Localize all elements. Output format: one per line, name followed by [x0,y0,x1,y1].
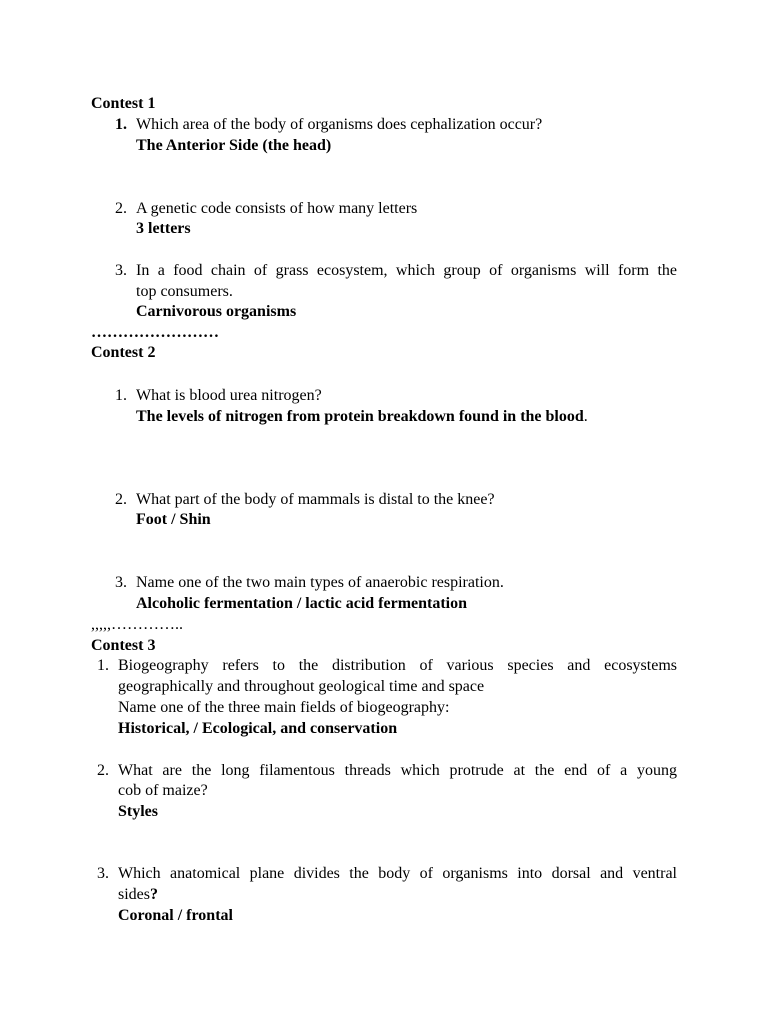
contest-2-q1-number: 1. [115,387,127,404]
contest-2-q1-answer-line [136,407,588,427]
separator-2: ,,,,,………….. [91,616,183,633]
contest-3-q3-answer: Coronal / frontal [118,907,233,924]
contest-3-q1-answer: Historical, / Ecological, and conservation [118,720,398,737]
contest-2-q3-number: 3. [115,574,127,591]
contest-2-q2-number: 2. [115,491,127,508]
contest-1-q3-number: 3. [115,262,127,279]
contest-3-q3-text-line2-word: sides [118,886,150,903]
contest-2-heading: Contest 2 [91,344,156,361]
contest-2-q3-text: Name one of the two main types of anaerobic respiration. [136,574,504,591]
separator-1: …………………… [91,324,219,341]
contest-3-heading: Contest 3 [91,637,156,654]
contest-1-heading: Contest 1 [91,95,156,112]
contest-2-q1-answer-period: . [583,408,588,425]
contest-1-q2-text: A genetic code consists of how many letters [136,200,418,217]
contest-3-q3-text-line2 [118,885,158,905]
contest-2-q1-text: What is blood urea nitrogen? [136,387,322,404]
contest-3-q2-text-line1: What are the long filamentous threads which protrude at the end of a young [118,762,677,779]
contest-2-q1-answer: The levels of nitrogen from protein breakdown found in the blood [136,408,584,425]
contest-3-q3-text-line1: Which anatomical plane divides the body of organisms into dorsal and ventral [118,865,677,882]
contest-1-q3-text-line2: top consumers. [136,283,233,300]
contest-3-q1-text-line2: geographically and throughout geological time and space [118,678,485,695]
contest-3-q1-text-line1: Biogeography refers to the distribution of various species and ecosystems [118,657,677,674]
contest-2-q2-text: What part of the body of mammals is distal to the knee? [136,491,495,508]
contest-2-q2-answer: Foot / Shin [136,511,211,528]
contest-1-q2-answer: 3 letters [136,220,191,237]
contest-3-q1-number: 1. [97,657,109,674]
contest-3-q3-number: 3. [97,865,109,882]
contest-3-q2-text-line2: cob of maize? [118,782,208,799]
contest-3-q2-answer: Styles [118,803,158,820]
contest-1-q2-number: 2. [115,200,127,217]
contest-1-q1-answer: The Anterior Side (the head) [136,137,332,154]
contest-3-q2-number: 2. [97,762,109,779]
contest-3-q1-text-line3: Name one of the three main fields of biogeography: [118,699,450,716]
contest-2-q3-answer: Alcoholic fermentation / lactic acid fermentation [136,595,468,612]
contest-3-q3-question-mark: ? [150,886,158,903]
contest-1-q1-number: 1. [115,116,127,133]
contest-1-q3-text-line1: In a food chain of grass ecosystem, which group of organisms will form the [136,262,677,279]
contest-1-q1-text: Which area of the body of organisms does cephalization occur? [136,116,543,133]
contest-1-q3-answer: Carnivorous organisms [136,303,297,320]
